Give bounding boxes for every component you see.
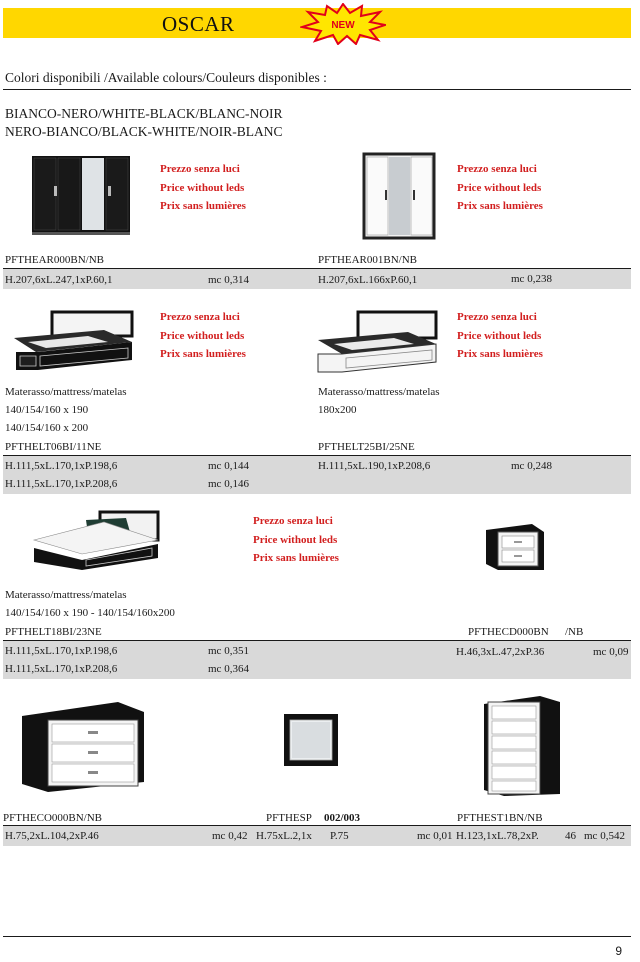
- promo-text: Prezzo senza luci Price without leds Prix sans lumières: [160, 311, 246, 360]
- product-volume: mc 0,351: [208, 645, 249, 657]
- product-dimensions: H.111,5xL.190,1xP.208,6: [318, 460, 431, 472]
- product-dimensions: H.111,5xL.170,1xP.208,6: [5, 478, 118, 490]
- product-volume: mc 0,364: [208, 663, 249, 675]
- product-dimensions: H.207,6xL.166xP.60,1: [318, 274, 418, 286]
- product-code-variant: 002/003: [324, 812, 361, 824]
- product-volume: mc 0,144: [208, 460, 249, 472]
- mattress-size: 140/154/160 x 190: [5, 404, 89, 416]
- product-volume: mc 0,314: [208, 274, 249, 286]
- product-code: PFTHEST1BN/NB: [457, 812, 543, 824]
- colour-option: NERO-BIANCO/BLACK-WHITE/NOIR-BLANC: [5, 124, 283, 139]
- new-starburst-icon: [300, 3, 386, 45]
- product-volume: mc 0,542: [584, 830, 625, 842]
- divider: [3, 89, 631, 90]
- product-dimensions: H.111,5xL.170,1xP.208,6: [5, 663, 118, 675]
- promo-text: Prezzo senza luci Price without leds Prix sans lumières: [160, 163, 246, 212]
- product-volume: mc 0,238: [511, 273, 552, 285]
- nightstand-image: [484, 522, 546, 572]
- mattress-label: Materasso/mattress/matelas: [5, 589, 127, 601]
- promo-text: Prezzo senza luci Price without leds Prix sans lumières: [457, 311, 543, 360]
- bed-black-frame-image: [8, 308, 134, 372]
- mattress-size: 180x200: [318, 404, 357, 416]
- product-code: PFTHECD000BN: [468, 626, 549, 638]
- dresser-image: [18, 694, 148, 794]
- product-volume: mc 0,01: [417, 830, 453, 842]
- product-volume: mc 0,146: [208, 478, 249, 490]
- colour-option: BIANCO-NERO/WHITE-BLACK/BLANC-NOIR: [5, 106, 283, 121]
- product-dimensions-cont: P.75: [330, 830, 349, 842]
- product-code: PFTHEAR000BN/NB: [5, 254, 105, 266]
- product-code: PFTHELT25BI/25NE: [318, 441, 415, 453]
- mattress-size: 140/154/160 x 190 - 140/154/160x200: [5, 607, 175, 619]
- page-title: OSCAR: [162, 12, 235, 36]
- colours-heading: Colori disponibili /Available colours/Couleurs disponibles :: [5, 70, 327, 85]
- product-volume: mc 0,42: [212, 830, 248, 842]
- product-volume: mc 0,248: [511, 460, 552, 472]
- product-dimensions: H.75,2xL.104,2xP.46: [5, 830, 99, 842]
- product-dimensions-cont: 46: [565, 830, 576, 842]
- wardrobe-3-door-image: [362, 152, 437, 240]
- mattress-label: Materasso/mattress/matelas: [5, 386, 127, 398]
- page-number: 9: [615, 944, 622, 958]
- product-code-suffix: /NB: [565, 626, 584, 638]
- product-volume: mc 0,09: [593, 646, 629, 658]
- wardrobe-4-door-image: [30, 152, 132, 236]
- storage-bed-image: [30, 508, 160, 572]
- mattress-size: 140/154/160 x 200: [5, 422, 89, 434]
- product-code: PFTHELT06BI/11NE: [5, 441, 102, 453]
- mattress-label: Materasso/mattress/matelas: [318, 386, 440, 398]
- product-code: PFTHESP: [266, 812, 312, 824]
- product-dimensions: H.207,6xL.247,1xP.60,1: [5, 274, 113, 286]
- product-dimensions: H.75xL.2,1x: [256, 830, 312, 842]
- product-code: PFTHECO000BN/NB: [3, 812, 103, 824]
- product-code: PFTHEAR001BN/NB: [318, 254, 418, 266]
- product-dimensions: H.123,1xL.78,2xP.: [456, 830, 539, 842]
- promo-text: Prezzo senza luci Price without leds Prix sans lumières: [253, 515, 339, 564]
- mirror-image: [282, 712, 340, 768]
- promo-text: Prezzo senza luci Price without leds Prix sans lumières: [457, 163, 543, 212]
- footer-divider: [3, 936, 631, 937]
- new-badge-text: NEW: [331, 20, 355, 31]
- bed-white-frame-image: [312, 308, 438, 374]
- product-dimensions: H.111,5xL.170,1xP.198,6: [5, 460, 118, 472]
- product-dimensions: H.111,5xL.170,1xP.198,6: [5, 645, 118, 657]
- product-dimensions: H.46,3xL.47,2xP.36: [456, 646, 545, 658]
- chest-of-drawers-image: [480, 694, 564, 798]
- product-code: PFTHELT18BI/23NE: [5, 626, 102, 638]
